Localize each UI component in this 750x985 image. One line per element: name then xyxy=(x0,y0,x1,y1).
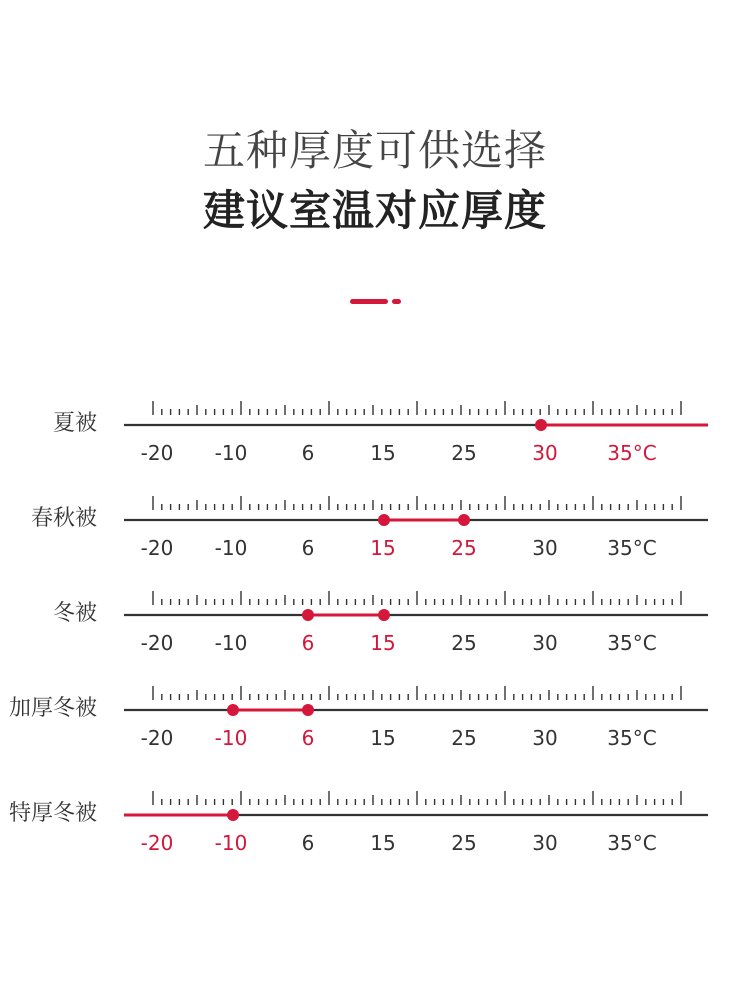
tick-label: 15 xyxy=(370,536,396,560)
range-start-dot xyxy=(302,609,314,621)
tick-label: 15 xyxy=(370,441,396,465)
tick-label: 25 xyxy=(451,536,477,560)
tick-label: 15 xyxy=(370,831,396,855)
row-label: 冬被 xyxy=(52,601,97,626)
page-title: 五种厚度可供选择 xyxy=(202,126,547,175)
row-label: 加厚冬被 xyxy=(8,696,97,721)
tick-label: 25 xyxy=(451,726,477,750)
scale-row xyxy=(53,591,708,655)
tick-label: -20 xyxy=(140,536,174,560)
tick-label: 15 xyxy=(370,726,396,750)
tick-label: -10 xyxy=(214,831,248,855)
tick-label: -20 xyxy=(140,631,174,655)
tick-label: -20 xyxy=(140,831,174,855)
tick-label: 35°C xyxy=(607,831,657,855)
range-end-dot xyxy=(458,514,470,526)
range-end-dot xyxy=(378,609,390,621)
tick-label: 25 xyxy=(451,631,477,655)
tick-label: -10 xyxy=(214,441,248,465)
range-end-dot xyxy=(227,809,239,821)
row-label: 春秋被 xyxy=(30,506,97,531)
tick-label: 30 xyxy=(532,441,558,465)
tick-label: 35°C xyxy=(607,726,657,750)
tick-label: 6 xyxy=(301,726,315,750)
tick-label: -20 xyxy=(140,726,174,750)
tick-label: 15 xyxy=(370,631,396,655)
tick-label: -10 xyxy=(214,631,248,655)
range-end-dot xyxy=(302,704,314,716)
tick-label: 6 xyxy=(301,441,315,465)
scale-row xyxy=(31,496,708,560)
range-start-dot xyxy=(378,514,390,526)
tick-label: 30 xyxy=(532,631,558,655)
tick-label: -10 xyxy=(214,726,248,750)
tick-label: 30 xyxy=(532,536,558,560)
tick-label: -10 xyxy=(214,536,248,560)
scale-row xyxy=(53,401,708,465)
tick-label: 25 xyxy=(451,831,477,855)
page-subtitle: 建议室温对应厚度 xyxy=(202,186,547,235)
scale-row xyxy=(9,791,708,855)
tick-label: 6 xyxy=(301,536,315,560)
tick-label: 30 xyxy=(532,831,558,855)
tick-label: 25 xyxy=(451,441,477,465)
range-start-dot xyxy=(535,419,547,431)
range-start-dot xyxy=(227,704,239,716)
tick-label: 30 xyxy=(532,726,558,750)
tick-label: 35°C xyxy=(607,631,657,655)
tick-label: 35°C xyxy=(607,441,657,465)
row-label: 特厚冬被 xyxy=(8,801,97,826)
tick-label: -20 xyxy=(140,441,174,465)
tick-label: 6 xyxy=(301,631,315,655)
tick-label: 35°C xyxy=(607,536,657,560)
row-label: 夏被 xyxy=(52,411,97,436)
tick-label: 6 xyxy=(301,831,315,855)
scale-row xyxy=(9,686,708,750)
